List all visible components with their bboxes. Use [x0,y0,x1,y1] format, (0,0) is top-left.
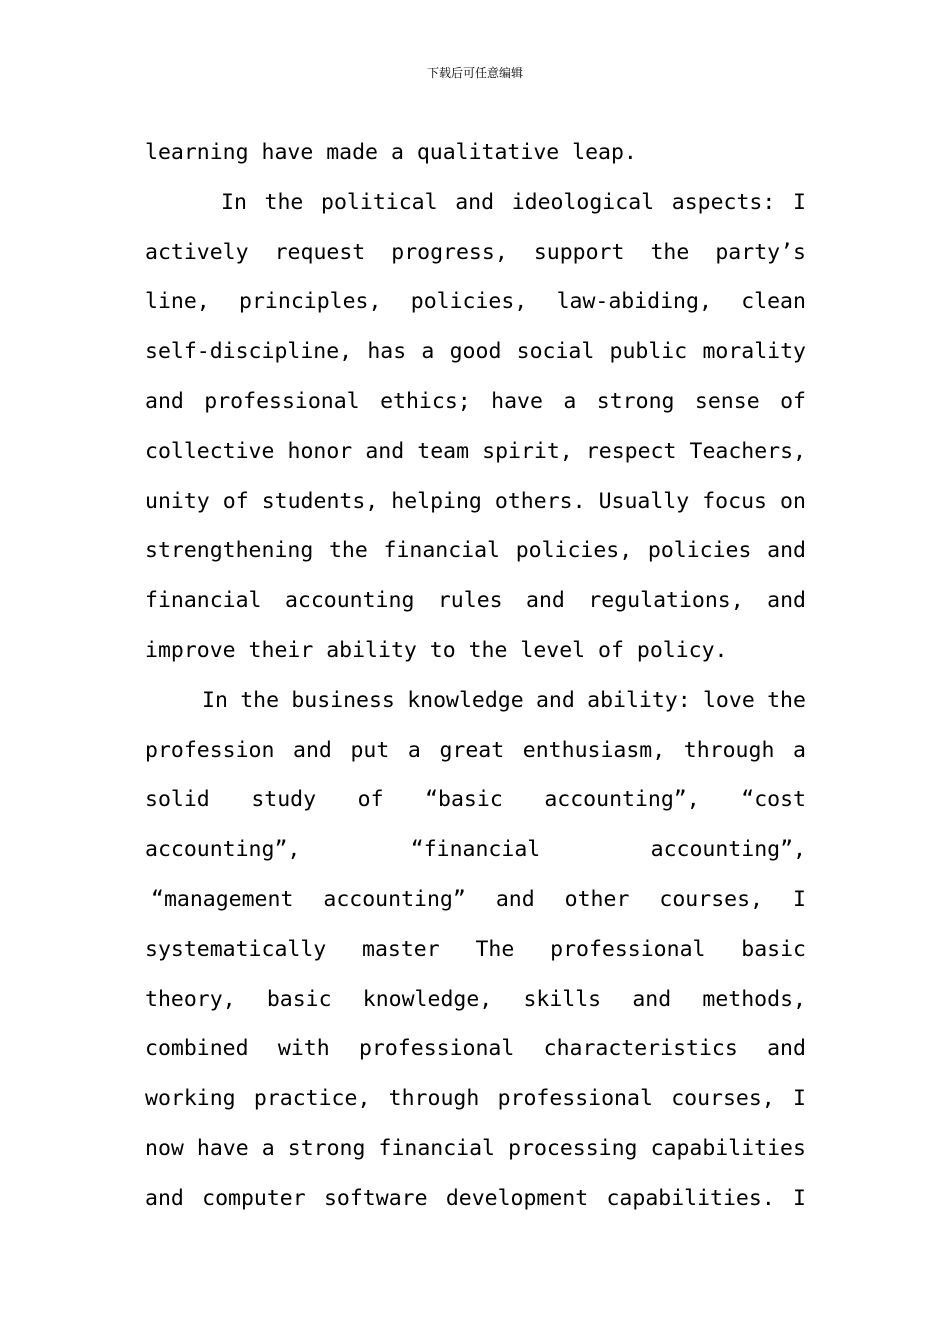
text-line [145,427,806,477]
word: spirit, [482,438,573,464]
word: professional [497,1086,653,1112]
word: strengthening [145,538,314,564]
word: of [222,488,249,514]
word: on [780,488,806,514]
word: and [526,588,565,614]
word: working [145,1086,236,1112]
word: rules [437,588,503,614]
word: policies, [410,289,528,315]
word: capabilities. [606,1185,775,1211]
text-line [145,1174,806,1224]
word: basic [741,936,806,962]
word: I [792,189,806,215]
word: study [251,787,317,813]
word: and [145,388,184,414]
text-line [145,975,806,1025]
word: knowledge, [362,986,493,1012]
word: software [323,1185,428,1211]
word: and [455,189,495,215]
word: courses, [671,1086,775,1112]
word: put [350,737,390,763]
word: public [609,339,688,365]
word: honor [287,438,353,464]
word: basic [266,986,332,1012]
word: enthusiasm, [522,737,666,763]
word: capabilities [650,1135,806,1161]
text-line [145,377,806,427]
word: Usually [598,488,690,514]
word: knowledge [407,687,524,713]
word: have [491,388,543,414]
word: regulations, [588,588,744,614]
word: solid [145,787,210,813]
word: accounting”, [145,837,301,863]
word: accounting”, [544,787,700,813]
word: ability: [587,687,691,713]
word: accounting” [323,886,466,912]
word: combined [145,1036,249,1062]
word: policies [647,538,752,564]
word: other [564,886,630,912]
word: now [145,1135,184,1161]
word: master [362,936,440,962]
word: accounting [284,588,415,614]
word: and [767,538,806,564]
word: skills [523,986,602,1012]
word: clean [741,289,806,315]
text-line [145,1024,806,1074]
word: through [388,1086,480,1112]
text-line [145,277,806,327]
word: students, [261,488,379,514]
word: strong [596,388,675,414]
word: courses, [659,886,763,912]
word: a [261,1135,275,1161]
word: policies, [515,538,633,564]
text-line [145,775,806,825]
word: a [421,339,435,365]
word: theory, [145,986,236,1012]
word: have [196,1135,249,1161]
word: the [767,687,806,713]
word: and [145,1185,184,1211]
word: the [328,538,368,564]
word: law-abiding, [556,289,712,315]
word: professional [358,1036,515,1062]
word: love [702,687,755,713]
word: financial [378,1135,495,1161]
word: unity [145,488,210,514]
text-line [145,477,806,527]
word: business [291,687,395,713]
word: party’s [715,239,806,265]
word: characteristics [543,1036,738,1062]
word: great [439,737,505,763]
word: the [240,687,280,713]
word: professional [204,388,360,414]
word: practice, [253,1086,371,1112]
word: sense [694,388,760,414]
word: a [792,737,806,763]
text-line [145,875,806,925]
word: self-discipline, [145,339,353,365]
document-body [145,128,806,1224]
text-line [145,178,806,228]
word: ethics; [380,388,471,414]
word: actively [145,239,249,265]
word: “financial [410,837,541,863]
word: In [221,189,247,215]
word: strong [287,1135,366,1161]
text-line: learning have made a qualitative leap. [145,140,637,165]
word: the [264,189,304,215]
word: and [293,737,332,763]
word: through [683,737,775,763]
word: with [277,1036,330,1062]
word: financial [145,588,262,614]
word: has [367,339,407,365]
text-line [145,676,806,726]
word: the [650,239,690,265]
word: progress, [391,239,508,265]
word: I [793,886,806,912]
text-line [145,925,806,975]
word: processing [508,1135,638,1161]
word: and [767,588,806,614]
word: support [533,239,625,265]
word: others. [494,488,586,514]
word: and [365,438,405,464]
text-line [145,1124,806,1174]
word: principles, [239,289,382,315]
word: team [417,438,470,464]
word: systematically [145,936,327,962]
word: accounting”, [650,837,806,863]
word: financial [383,538,500,564]
word: collective [145,438,275,464]
text-line [145,1074,806,1124]
word: a [407,737,421,763]
word: computer [202,1185,306,1211]
word: line, [145,289,210,315]
word: In [202,687,228,713]
text-line [145,526,806,576]
word: focus [702,488,767,514]
word: Teachers, [689,438,806,464]
word: of [357,787,384,813]
word: helping [391,488,482,514]
text-line [145,228,806,278]
text-line: improve their ability to the level of policy. [145,637,728,663]
word: social [516,339,595,365]
word: profession [145,737,275,763]
word: “cost [741,787,806,813]
text-line [145,825,806,875]
word: and [495,886,535,912]
word: methods, [702,986,806,1012]
word: “basic [425,787,503,813]
word: and [632,986,672,1012]
word: ideological [511,189,655,215]
word: professional [550,936,706,962]
text-line [145,327,806,377]
word: of [780,388,806,414]
word: I [793,1086,806,1112]
word: aspects: [671,189,776,215]
word: and [767,1036,806,1062]
word: respect [585,438,677,464]
word: a [563,388,577,414]
text-line [145,576,806,626]
word: “management [151,886,294,912]
word: request [274,239,366,265]
word: political [321,189,438,215]
word: and [535,687,575,713]
text-line [145,726,806,776]
page-header: 下载后可任意编辑 [426,66,523,80]
word: development [445,1185,589,1211]
word: morality [702,339,806,365]
word: good [449,339,502,365]
word: The [475,936,515,962]
word: I [793,1185,806,1211]
